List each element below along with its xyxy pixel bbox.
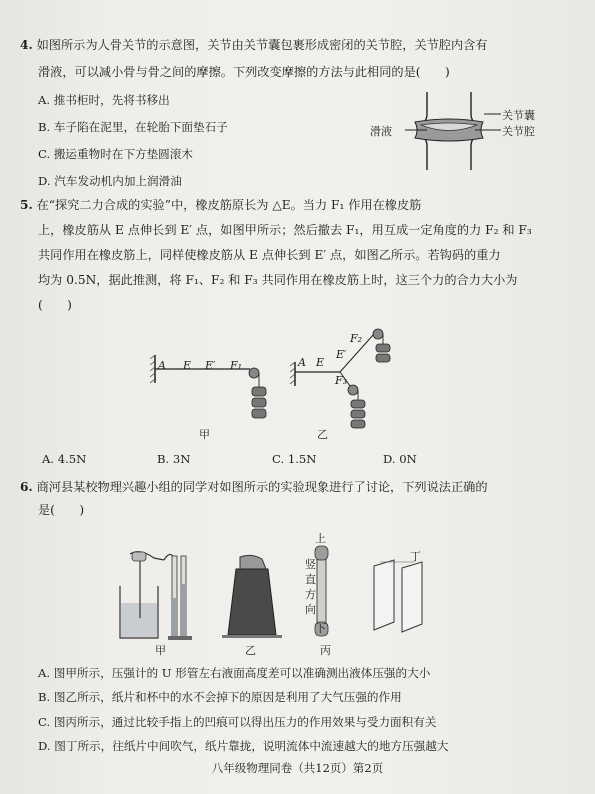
fig-yi-caption: 乙 — [317, 428, 328, 441]
q6-option-a: A. 图甲所示，压强计的 U 形管左右液面高度差可以准确测出液体压强的大小 — [38, 666, 431, 680]
q4-stem-2: 滑液，可以减小骨与骨之间的摩擦。下列改变摩擦的方法与此相同的是( ) — [38, 65, 450, 79]
fig-jia-caption: 甲 — [199, 428, 210, 441]
q6-option-c: C. 图丙所示，通过比较手指上的凹痕可以得出压力的作用效果与受力面积有关 — [38, 715, 437, 729]
q5-stem-3: 共同作用在橡皮筋上，同样使橡皮筋从 E 点伸长到 E′ 点，如图乙所示。若钩码的重力 — [38, 248, 501, 262]
fig6-ding-papers — [370, 560, 430, 640]
q4-number: 4. — [20, 38, 33, 52]
q5-line1 — [20, 197, 421, 213]
fig6-bing-vertical-3: 方 — [305, 588, 316, 601]
fig-yi-label-a: A — [298, 356, 306, 369]
q5-option-b: B. 3N — [157, 452, 191, 466]
q6-number: 6. — [20, 480, 33, 494]
fig-yi-label-e-prime: E′ — [336, 348, 347, 361]
q5-stem-4: 均为 0.5N，据此推测，将 F₁、F₂ 和 F₃ 共同作用在橡皮筋上时，这三个力的合力大小为 — [38, 273, 518, 287]
q5-option-d: D. 0N — [383, 452, 417, 466]
joint-capsule-label: 关节囊 — [502, 109, 535, 122]
q4-stem-1: 如图所示为人骨关节的示意图，关节由关节囊包裹形成密闭的关节腔，关节腔内含有 — [36, 38, 488, 52]
fig6-yi-caption: 乙 — [245, 644, 256, 657]
fig-yi-label-e: E — [316, 356, 325, 369]
q4-line1 — [20, 37, 488, 53]
q4-option-b: B. 车子陷在泥里，在轮胎下面垫石子 — [38, 120, 228, 134]
fig6-bing-vertical-2: 直 — [305, 573, 316, 586]
fig6-jia-pressure-gauge — [118, 548, 198, 643]
q5-number: 5. — [20, 198, 33, 212]
q5-option-c: C. 1.5N — [272, 452, 317, 466]
fig-jia-label-a: A — [158, 359, 166, 372]
fig6-ding-caption: 丁 — [410, 550, 421, 563]
q6-stem-1: 商河县某校物理兴趣小组的同学对如图所示的实验现象进行了讨论，下列说法正确的 — [36, 480, 488, 494]
q6-option-d: D. 图丁所示，往纸片中间吹气，纸片靠拢，说明流体中流速越大的地方压强越大 — [38, 739, 449, 753]
fig6-bing-vertical-1: 竖 — [305, 558, 316, 571]
q4-option-a: A. 推书柜时，先将书移出 — [38, 93, 170, 107]
fig6-bing-caption: 丙 — [320, 644, 331, 657]
fig6-bing-vertical-4: 向 — [305, 603, 316, 616]
fig-jia-label-e-prime: E′ — [205, 359, 216, 372]
fig6-yi-inverted-cup — [222, 555, 282, 640]
fig-jia-label-e: E — [183, 359, 192, 372]
fig6-bing-up-label: 上 — [315, 532, 326, 545]
synovial-fluid-label: 滑液 — [370, 125, 392, 138]
fig-yi-label-f3: F₃ — [335, 374, 348, 387]
q4-option-c: C. 搬运重物时在下方垫圆滚木 — [38, 147, 193, 161]
fig-jia-label-f1: F₁ — [230, 359, 243, 372]
page-footer: 八年级物理同卷（共12页）第2页 — [211, 761, 384, 775]
q5-stem-2: 上，橡皮筋从 E 点伸长到 E′ 点，如图甲所示；然后撤去 F₁，用互成一定角度的力 F₂ 和 F₃ — [38, 223, 532, 237]
q4-option-d: D. 汽车发动机内加上润滑油 — [38, 174, 182, 188]
fig6-bing-down-label: 下 — [315, 622, 326, 635]
q5-stem-5: ( ) — [38, 298, 72, 312]
joint-cavity-label: 关节腔 — [502, 125, 535, 138]
q5-stem-1: 在“探究二力合成的实验”中，橡皮筋原长为 △E。当力 F₁ 作用在橡皮筋 — [36, 198, 422, 212]
fig6-jia-caption: 甲 — [155, 644, 166, 657]
q6-line1 — [20, 479, 488, 495]
fig-yi-label-f2: F₂ — [350, 332, 363, 345]
q6-stem-2: 是( ) — [38, 503, 85, 517]
q5-option-a: A. 4.5N — [42, 452, 87, 466]
q6-option-b: B. 图乙所示，纸片和杯中的水不会掉下的原因是利用了大气压强的作用 — [38, 690, 402, 704]
